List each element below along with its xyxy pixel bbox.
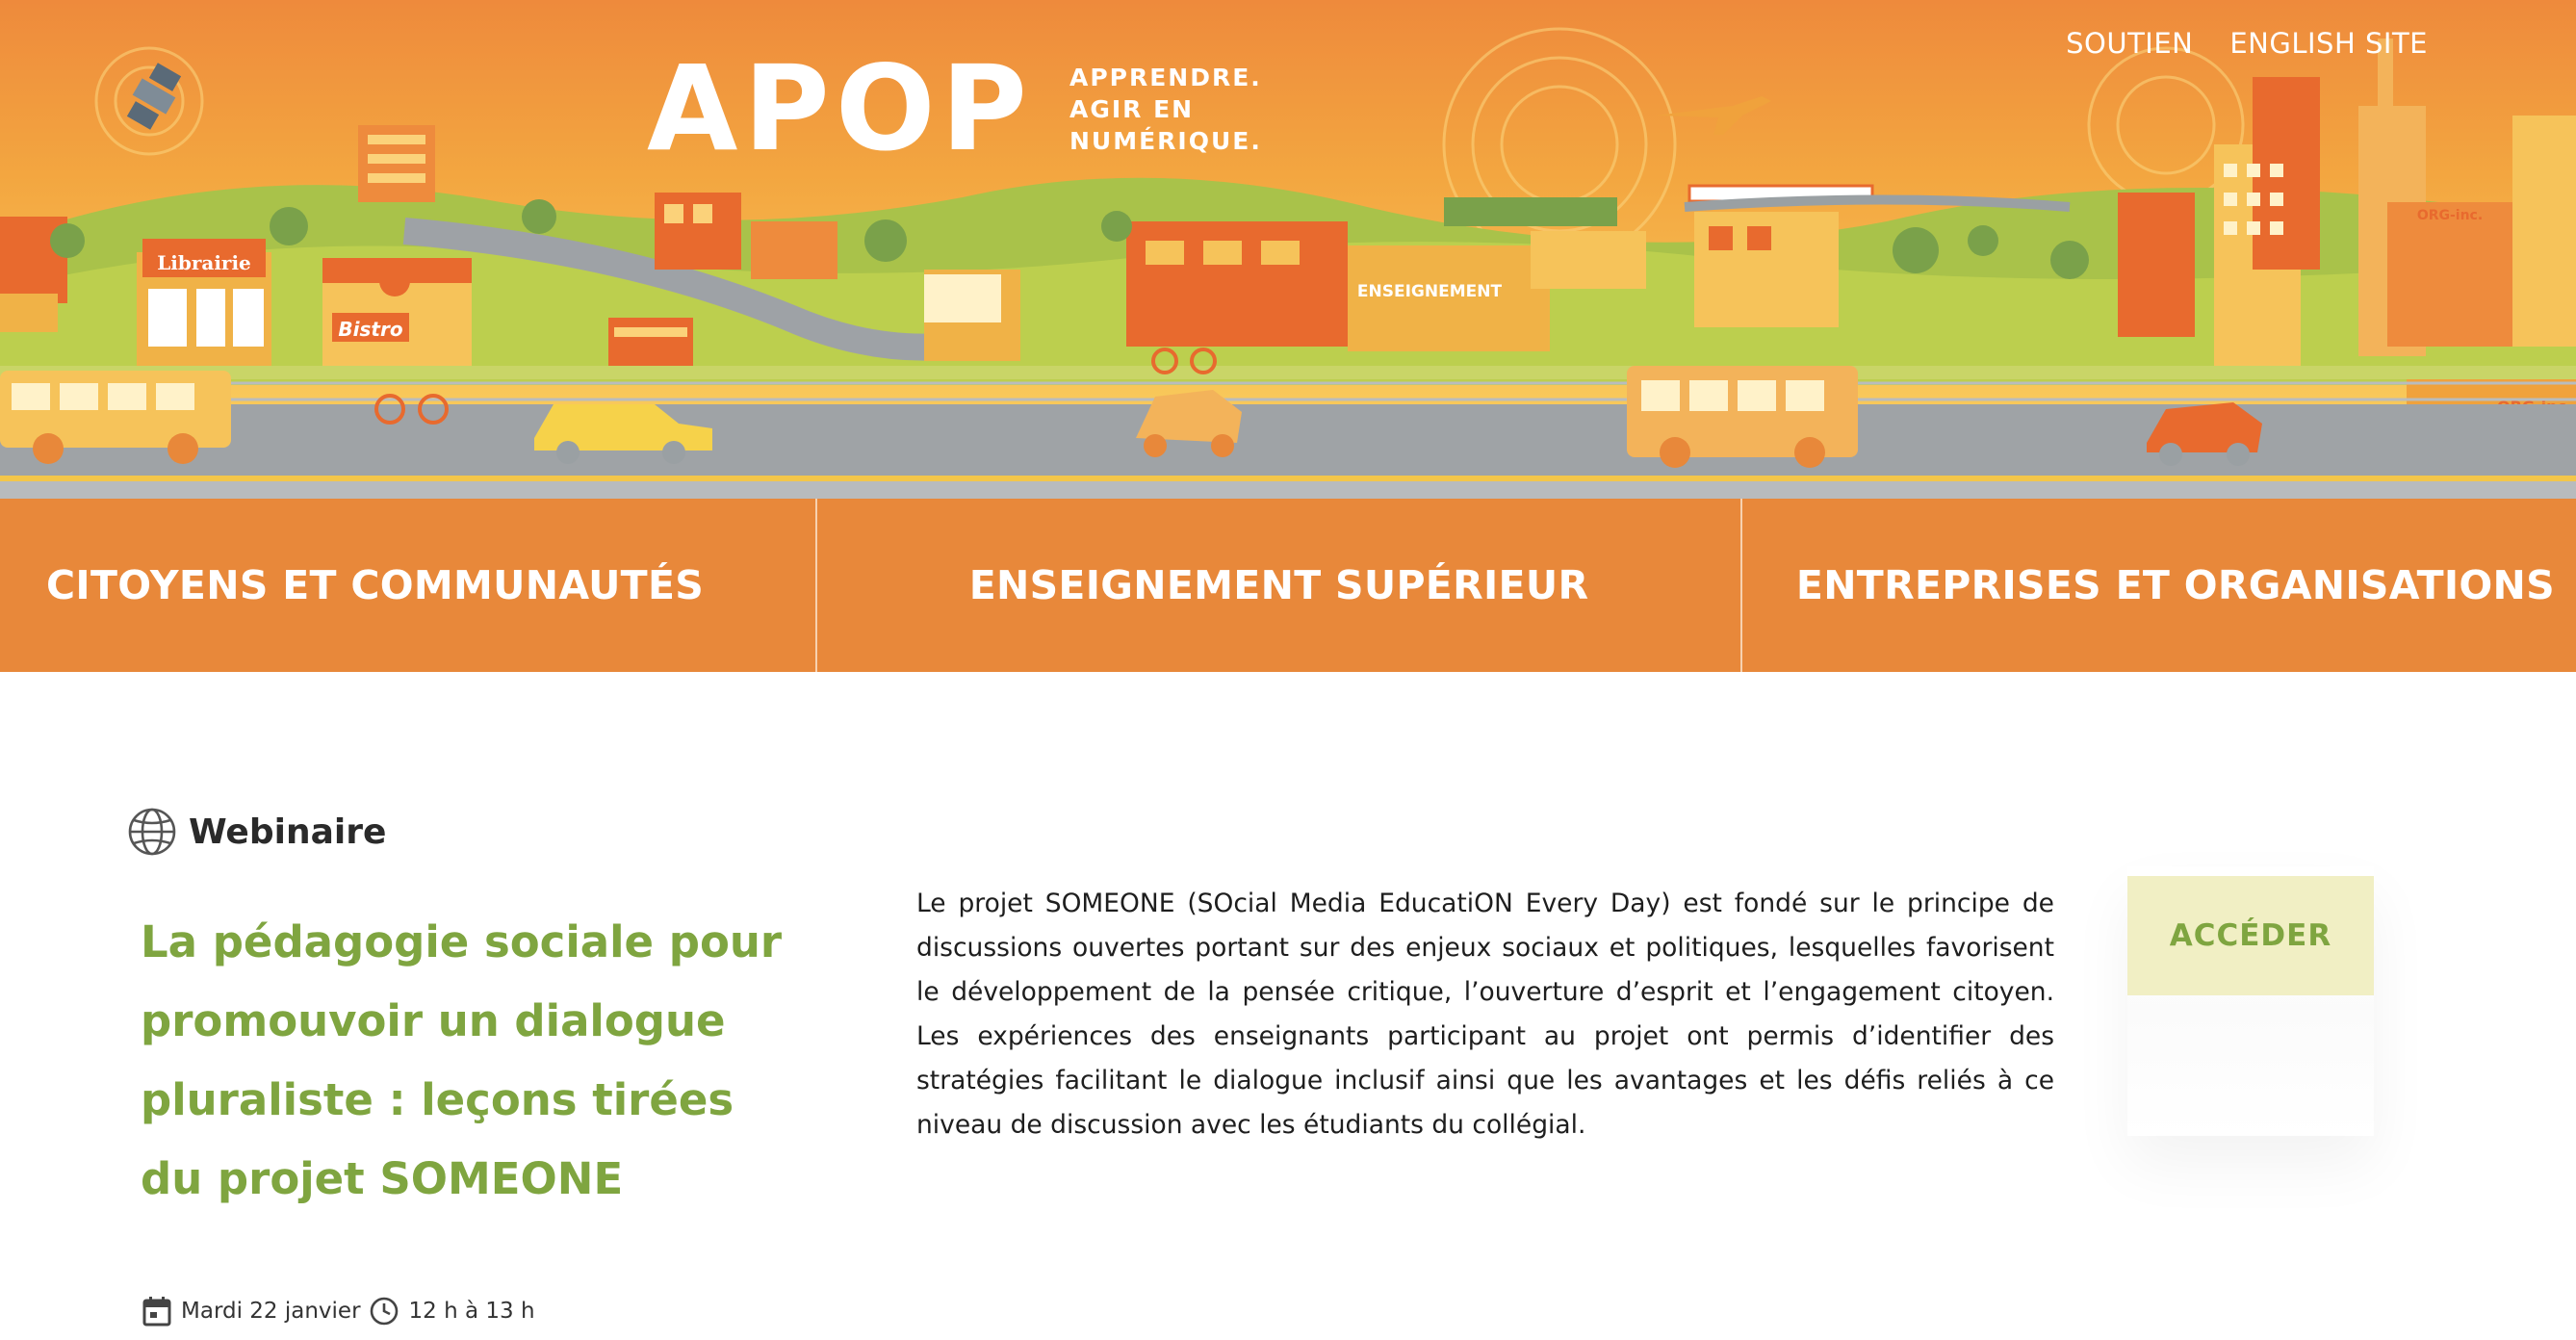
calendar-icon	[142, 1296, 171, 1327]
tagline-line: APPRENDRE.	[1069, 63, 1262, 91]
logo-wordmark: APOP	[647, 40, 1033, 177]
top-links	[2066, 27, 2428, 60]
tagline-line: AGIR EN	[1069, 94, 1195, 123]
sign-librairie: Librairie	[157, 251, 251, 274]
event-date-text: Mardi 22 janvier	[181, 1299, 361, 1324]
acceder-button[interactable]: ACCÉDER	[2127, 876, 2374, 995]
sign-enseignement: ENSEIGNEMENT	[1356, 282, 1503, 301]
event-date	[142, 1296, 361, 1327]
event-type	[127, 807, 386, 857]
nav-entreprises-organisations[interactable]: ENTREPRISES ET ORGANISATIONS	[1795, 562, 2555, 608]
event-type-label: Webinaire	[189, 812, 387, 852]
clock-icon	[369, 1296, 399, 1327]
event-time-text: 12 h à 13 h	[408, 1299, 535, 1324]
event-meta	[142, 1296, 543, 1327]
event-time	[369, 1296, 535, 1327]
english-site-link[interactable]: ENGLISH SITE	[2229, 27, 2428, 60]
sign-org-1: ORG-inc.	[2416, 208, 2484, 223]
city-illustration	[0, 0, 2576, 499]
event-title: La pédagogie sociale pour promouvoir un dialogue pluraliste : leçons tirées du projet SOMEONE	[141, 916, 783, 1204]
tagline-line: NUMÉRIQUE.	[1069, 126, 1262, 155]
cta-panel	[2127, 866, 2374, 1136]
nav-enseignement-superieur[interactable]: ENSEIGNEMENT SUPÉRIEUR	[817, 499, 1742, 672]
sign-bistro: Bistro	[338, 318, 403, 341]
logo-tagline	[1069, 62, 1262, 157]
apop-logo[interactable]	[647, 40, 1262, 177]
globe-icon	[127, 807, 177, 857]
header-banner	[0, 0, 2576, 499]
soutien-link[interactable]: SOUTIEN	[2066, 27, 2194, 60]
event-description: Le projet SOMEONE (SOcial Media EducatiON Every Day) est fondé sur le principe de discussions ouvertes portant sur des enjeux sociaux et politiques, lesquelles favorisent le développement de la pensée critique, l’ouverture d’esprit et l’engagement citoyen. Les expériences des enseignants participant au projet ont permis d’identifier des stratégies facilitant le dialogue inclusif ainsi que les avantages et les défis reliés à ce niveau de discussion avec les étudiants du collégial.	[916, 889, 2054, 1140]
main-navigation	[0, 499, 2576, 672]
nav-citoyens-communautes[interactable]: CITOYENS ET COMMUNAUTÉS	[0, 499, 817, 672]
